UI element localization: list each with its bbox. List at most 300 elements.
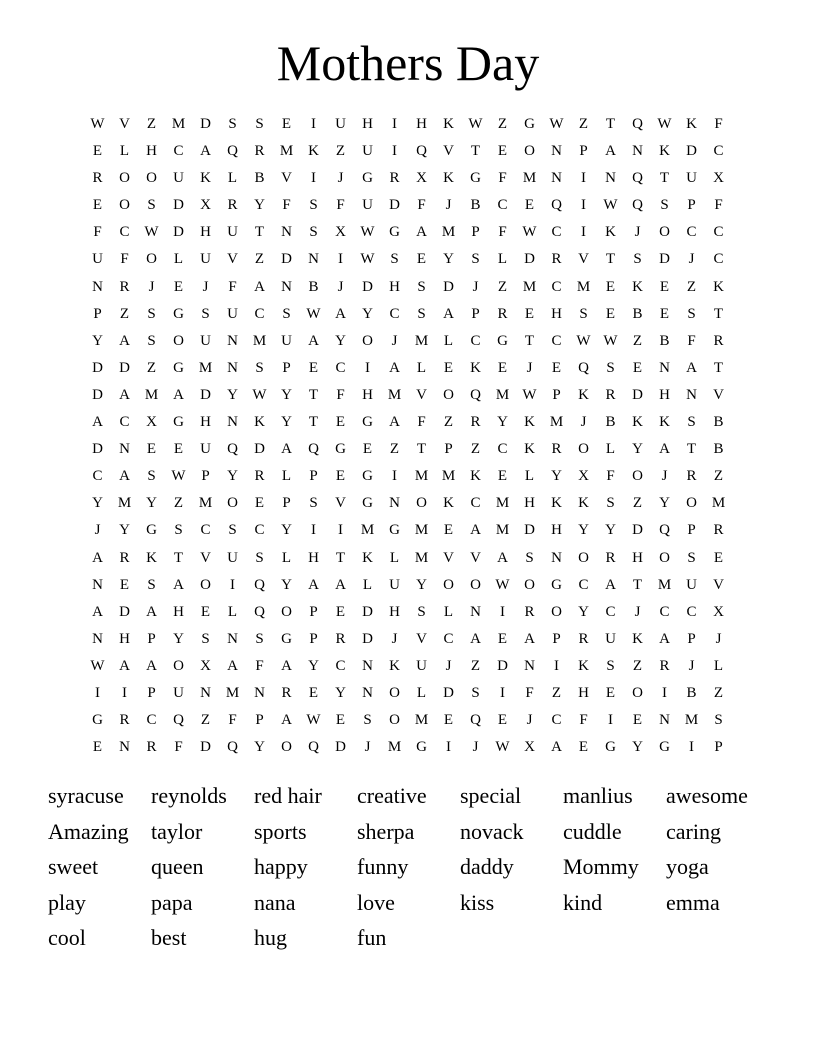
- grid-letter: S: [228, 116, 237, 132]
- grid-letter: J: [661, 468, 668, 485]
- grid-letter: H: [578, 684, 589, 701]
- grid-letter: F: [336, 386, 345, 403]
- grid-letter: O: [632, 684, 643, 701]
- grid-letter: A: [119, 468, 130, 485]
- grid-letter: P: [309, 630, 318, 647]
- grid-letter: R: [551, 251, 562, 268]
- grid-letter: H: [200, 414, 211, 431]
- grid-letter: C: [659, 603, 670, 620]
- grid-letter: Z: [713, 684, 724, 701]
- grid-letter: U: [686, 170, 697, 187]
- grid-letter: M: [657, 576, 672, 593]
- grid-letter: A: [281, 657, 292, 674]
- grid-letter: H: [551, 305, 562, 322]
- grid-letter: R: [605, 386, 616, 403]
- grid-letter: Z: [632, 657, 643, 674]
- grid-letter: J: [688, 657, 695, 674]
- grid-letter: O: [443, 386, 454, 403]
- grid-letter: S: [309, 224, 318, 241]
- grid-letter: E: [335, 414, 346, 431]
- grid-letter: S: [633, 251, 642, 268]
- grid-letter: Y: [443, 251, 454, 268]
- grid-letter: J: [202, 278, 209, 295]
- grid-letter: C: [254, 522, 265, 539]
- grid-letter: Z: [335, 143, 346, 160]
- grid-letter: O: [659, 224, 670, 241]
- grid-letter: J: [472, 278, 479, 295]
- grid-letter: M: [198, 359, 213, 376]
- grid-letter: N: [524, 657, 535, 674]
- grid-letter: H: [173, 603, 184, 620]
- grid-letter: J: [580, 414, 587, 431]
- grid-letter: V: [443, 143, 454, 160]
- grid-letter: K: [200, 170, 211, 187]
- grid-letter: D: [497, 657, 508, 674]
- grid-letter: Q: [632, 197, 643, 214]
- grid-letter: C: [713, 251, 724, 268]
- grid-letter: E: [659, 278, 670, 295]
- word-list: [48, 778, 768, 956]
- grid-letter: P: [147, 630, 156, 647]
- grid-letter: F: [282, 197, 291, 214]
- grid-letter: A: [551, 739, 562, 756]
- grid-letter: T: [632, 576, 643, 593]
- grid-letter: Z: [119, 305, 130, 322]
- grid-letter: P: [471, 305, 480, 322]
- grid-letter: C: [551, 332, 562, 349]
- grid-letter: Z: [146, 359, 157, 376]
- grid-letter: L: [281, 549, 292, 566]
- word-list-item: creative: [357, 783, 427, 808]
- grid-letter: D: [686, 143, 697, 160]
- grid-letter: X: [713, 603, 724, 620]
- grid-letter: W: [468, 116, 483, 132]
- grid-letter: Z: [146, 116, 157, 132]
- grid-letter: E: [146, 441, 157, 458]
- grid-letter: H: [200, 224, 211, 241]
- grid-letter: F: [255, 657, 264, 674]
- grid-letter: C: [443, 630, 454, 647]
- grid-letter: L: [443, 603, 454, 620]
- grid-letter: O: [389, 712, 400, 729]
- grid-letter: F: [174, 739, 183, 756]
- grid-letter: N: [362, 657, 373, 674]
- grid-letter: U: [389, 576, 400, 593]
- grid-letter: C: [497, 441, 508, 458]
- grid-letter: Y: [92, 495, 103, 512]
- grid-letter: E: [659, 305, 670, 322]
- grid-letter: Q: [308, 441, 319, 458]
- grid-letter: T: [254, 224, 265, 241]
- grid-letter: W: [306, 305, 321, 322]
- grid-letter: K: [632, 414, 643, 431]
- grid-letter: M: [360, 522, 375, 539]
- grid-letter: Z: [578, 116, 589, 132]
- grid-letter: I: [581, 224, 586, 241]
- grid-letter: N: [92, 278, 103, 295]
- grid-letter: S: [714, 712, 723, 729]
- grid-letter: E: [578, 739, 589, 756]
- grid-letter: R: [605, 549, 616, 566]
- grid-letter: K: [605, 224, 616, 241]
- grid-letter: N: [686, 386, 697, 403]
- grid-letter: N: [281, 278, 292, 295]
- grid-letter: C: [686, 603, 697, 620]
- word-list-item: Amazing: [48, 818, 129, 844]
- grid-letter: K: [254, 414, 265, 431]
- grid-letter: N: [632, 143, 643, 160]
- grid-letter: Y: [281, 576, 292, 593]
- grid-letter: Y: [281, 386, 292, 403]
- grid-letter: A: [524, 630, 535, 647]
- grid-letter: N: [551, 170, 562, 187]
- grid-letter: A: [173, 576, 184, 593]
- grid-letter: K: [308, 143, 319, 160]
- grid-letter: P: [93, 305, 102, 322]
- grid-letter: Y: [632, 739, 643, 756]
- grid-letter: N: [119, 739, 130, 756]
- grid-letter: C: [605, 603, 616, 620]
- grid-letter: S: [390, 251, 399, 268]
- grid-letter: I: [662, 684, 667, 701]
- grid-letter: U: [281, 332, 292, 349]
- grid-letter: I: [500, 603, 505, 620]
- grid-letter: E: [335, 712, 346, 729]
- grid-letter: D: [524, 251, 535, 268]
- grid-letter: E: [497, 143, 508, 160]
- grid-letter: Y: [227, 386, 238, 403]
- grid-letter: W: [252, 386, 267, 403]
- grid-letter: M: [522, 278, 537, 295]
- grid-letter: B: [686, 684, 697, 701]
- grid-letter: D: [92, 441, 103, 458]
- word-list-item: sherpa: [357, 818, 415, 844]
- grid-letter: J: [634, 603, 641, 620]
- grid-letter: S: [228, 522, 237, 539]
- grid-letter: A: [659, 630, 670, 647]
- grid-letter: E: [524, 197, 535, 214]
- word-list-item: sports: [254, 818, 307, 844]
- grid-letter: E: [173, 278, 184, 295]
- grid-letter: R: [92, 170, 103, 187]
- grid-letter: A: [281, 712, 292, 729]
- grid-letter: O: [200, 576, 211, 593]
- grid-letter: O: [119, 170, 130, 187]
- grid-letter: Q: [227, 441, 238, 458]
- grid-letter: X: [335, 224, 346, 241]
- grid-letter: S: [606, 359, 615, 376]
- grid-letter: F: [417, 197, 426, 214]
- grid-letter: Q: [254, 603, 265, 620]
- grid-letter: W: [360, 224, 375, 241]
- grid-letter: T: [470, 143, 481, 160]
- grid-letter: A: [416, 224, 427, 241]
- grid-letter: O: [632, 468, 643, 485]
- grid-letter: L: [416, 684, 427, 701]
- grid-letter: C: [713, 224, 724, 241]
- grid-letter: R: [119, 712, 130, 729]
- grid-letter: A: [119, 657, 130, 674]
- grid-letter: C: [254, 305, 265, 322]
- grid-letter: J: [688, 251, 695, 268]
- grid-letter: U: [92, 251, 103, 268]
- grid-letter: A: [605, 576, 616, 593]
- grid-letter: M: [684, 712, 699, 729]
- grid-letter: G: [362, 170, 373, 187]
- grid-letter: E: [605, 305, 616, 322]
- grid-letter: O: [146, 251, 157, 268]
- grid-letter: A: [443, 305, 454, 322]
- grid-letter: V: [443, 549, 454, 566]
- word-list-item: special: [460, 783, 522, 808]
- word-list-item: syracuse: [48, 783, 124, 808]
- grid-letter: Z: [200, 712, 211, 729]
- grid-letter: L: [524, 468, 535, 485]
- grid-letter: E: [605, 278, 616, 295]
- grid-letter: A: [254, 278, 265, 295]
- grid-letter: J: [526, 712, 533, 729]
- grid-letter: M: [495, 495, 510, 512]
- word-list-item: queen: [151, 854, 204, 880]
- grid-letter: E: [92, 197, 103, 214]
- grid-letter: S: [201, 630, 210, 647]
- grid-letter: J: [715, 630, 722, 647]
- grid-letter: K: [713, 278, 724, 295]
- grid-letter: S: [147, 197, 156, 214]
- grid-letter: B: [254, 170, 265, 187]
- grid-letter: M: [414, 468, 429, 485]
- grid-letter: N: [659, 712, 670, 729]
- grid-letter: I: [338, 522, 343, 539]
- grid-letter: A: [389, 359, 400, 376]
- grid-letter: T: [308, 386, 319, 403]
- grid-letter: E: [281, 116, 292, 132]
- grid-letter: S: [174, 522, 183, 539]
- grid-letter: I: [95, 684, 100, 701]
- grid-letter: Z: [713, 468, 724, 485]
- grid-letter: F: [714, 197, 723, 214]
- word-list-item: reynolds: [151, 783, 227, 808]
- grid-letter: H: [308, 549, 319, 566]
- grid-letter: E: [308, 684, 319, 701]
- grid-letter: G: [173, 414, 184, 431]
- grid-letter: T: [524, 332, 535, 349]
- grid-letter: Y: [254, 197, 265, 214]
- grid-letter: P: [201, 468, 210, 485]
- grid-letter: A: [605, 143, 616, 160]
- grid-letter: I: [392, 468, 397, 485]
- grid-letter: A: [335, 305, 346, 322]
- grid-letter: S: [417, 305, 426, 322]
- grid-letter: O: [524, 576, 535, 593]
- grid-letter: R: [119, 278, 130, 295]
- grid-letter: S: [147, 576, 156, 593]
- grid-letter: O: [281, 739, 292, 756]
- grid-letter: D: [362, 278, 373, 295]
- grid-letter: Z: [632, 332, 643, 349]
- grid-letter: E: [524, 305, 535, 322]
- grid-letter: S: [417, 278, 426, 295]
- grid-letter: T: [713, 305, 724, 322]
- grid-letter: F: [498, 170, 507, 187]
- grid-letter: P: [309, 603, 318, 620]
- grid-letter: N: [308, 251, 319, 268]
- grid-letter: H: [389, 278, 400, 295]
- grid-letter: O: [389, 684, 400, 701]
- grid-letter: F: [417, 414, 426, 431]
- grid-letter: E: [497, 359, 508, 376]
- grid-letter: D: [173, 197, 184, 214]
- grid-letter: C: [551, 224, 562, 241]
- grid-letter: O: [470, 576, 481, 593]
- grid-letter: A: [92, 549, 103, 566]
- grid-letter: L: [227, 603, 238, 620]
- page-title: Mothers Day: [276, 35, 540, 91]
- grid-letter: L: [713, 657, 724, 674]
- word-list-item: hug: [254, 925, 287, 951]
- word-list-item: best: [151, 925, 187, 951]
- grid-letter: S: [525, 549, 534, 566]
- grid-letter: L: [227, 170, 238, 187]
- grid-letter: E: [92, 739, 103, 756]
- grid-letter: K: [146, 549, 157, 566]
- grid-letter: Y: [119, 522, 130, 539]
- grid-letter: V: [416, 386, 427, 403]
- grid-letter: T: [308, 414, 319, 431]
- grid-letter: K: [443, 116, 454, 132]
- grid-letter: G: [362, 414, 373, 431]
- grid-letter: S: [309, 197, 318, 214]
- grid-letter: R: [281, 684, 292, 701]
- grid-letter: X: [200, 657, 211, 674]
- grid-letter: N: [254, 684, 265, 701]
- grid-letter: H: [389, 603, 400, 620]
- grid-letter: D: [632, 522, 643, 539]
- grid-letter: M: [495, 386, 510, 403]
- grid-letter: J: [445, 657, 452, 674]
- grid-letter: E: [92, 143, 103, 160]
- grid-letter: J: [634, 224, 641, 241]
- grid-letter: K: [659, 143, 670, 160]
- word-list-item: taylor: [151, 818, 203, 844]
- grid-letter: M: [279, 143, 294, 160]
- grid-letter: Y: [416, 576, 427, 593]
- grid-letter: F: [714, 116, 723, 132]
- grid-letter: P: [282, 495, 291, 512]
- grid-letter: W: [603, 332, 618, 349]
- grid-letter: O: [281, 603, 292, 620]
- grid-letter: P: [444, 441, 453, 458]
- grid-letter: A: [281, 441, 292, 458]
- grid-letter: N: [92, 630, 103, 647]
- grid-letter: N: [200, 684, 211, 701]
- grid-letter: M: [522, 170, 537, 187]
- word-list-item: papa: [151, 889, 193, 915]
- grid-letter: V: [578, 251, 589, 268]
- grid-letter: P: [552, 630, 561, 647]
- grid-letter: G: [362, 468, 373, 485]
- grid-letter: T: [605, 116, 616, 132]
- grid-letter: R: [551, 441, 562, 458]
- grid-letter: G: [551, 576, 562, 593]
- grid-letter: L: [389, 549, 400, 566]
- grid-letter: E: [551, 359, 562, 376]
- grid-letter: R: [146, 739, 157, 756]
- grid-letter: Y: [92, 332, 103, 349]
- grid-letter: W: [171, 468, 186, 485]
- word-list-item: awesome: [666, 783, 748, 808]
- grid-letter: C: [146, 712, 157, 729]
- grid-letter: F: [93, 224, 102, 241]
- grid-letter: G: [335, 441, 346, 458]
- word-list-item: red hair: [254, 783, 322, 808]
- grid-letter: V: [335, 495, 346, 512]
- grid-letter: W: [90, 116, 105, 132]
- grid-letter: P: [255, 712, 264, 729]
- grid-letter: L: [605, 441, 616, 458]
- grid-letter: K: [578, 386, 589, 403]
- grid-letter: U: [362, 143, 373, 160]
- grid-letter: J: [472, 739, 479, 756]
- grid-letter: C: [578, 576, 589, 593]
- grid-letter: Q: [173, 712, 184, 729]
- grid-letter: H: [659, 386, 670, 403]
- grid-letter: D: [443, 278, 454, 295]
- grid-letter: A: [686, 359, 697, 376]
- grid-letter: M: [441, 224, 456, 241]
- grid-letter: W: [495, 576, 510, 593]
- grid-letter: E: [254, 495, 265, 512]
- grid-letter: G: [173, 359, 184, 376]
- grid-letter: T: [713, 359, 724, 376]
- grid-letter: S: [309, 495, 318, 512]
- grid-letter: E: [632, 712, 643, 729]
- grid-letter: E: [443, 712, 454, 729]
- grid-letter: D: [335, 739, 346, 756]
- grid-letter: P: [687, 630, 696, 647]
- grid-letter: S: [417, 603, 426, 620]
- grid-letter: D: [389, 197, 400, 214]
- grid-letter: S: [660, 197, 669, 214]
- grid-letter: B: [470, 197, 481, 214]
- grid-letter: C: [173, 143, 184, 160]
- grid-letter: L: [362, 576, 373, 593]
- grid-letter: E: [362, 441, 373, 458]
- grid-letter: J: [337, 278, 344, 295]
- grid-letter: C: [551, 278, 562, 295]
- grid-letter: Y: [281, 522, 292, 539]
- grid-letter: N: [362, 684, 373, 701]
- grid-letter: Q: [659, 522, 670, 539]
- grid-letter: V: [713, 386, 724, 403]
- grid-letter: V: [470, 549, 481, 566]
- grid-letter: Y: [173, 630, 184, 647]
- grid-letter: C: [551, 712, 562, 729]
- grid-letter: R: [578, 630, 589, 647]
- grid-letter: N: [227, 414, 238, 431]
- grid-letter: X: [200, 197, 211, 214]
- grid-letter: Y: [497, 414, 508, 431]
- grid-letter: A: [389, 414, 400, 431]
- grid-letter: R: [524, 603, 535, 620]
- grid-letter: Q: [632, 116, 643, 132]
- grid-letter: T: [659, 170, 670, 187]
- grid-letter: E: [173, 441, 184, 458]
- grid-letter: C: [497, 197, 508, 214]
- grid-letter: H: [416, 116, 427, 132]
- grid-letter: K: [551, 495, 562, 512]
- grid-letter: S: [579, 305, 588, 322]
